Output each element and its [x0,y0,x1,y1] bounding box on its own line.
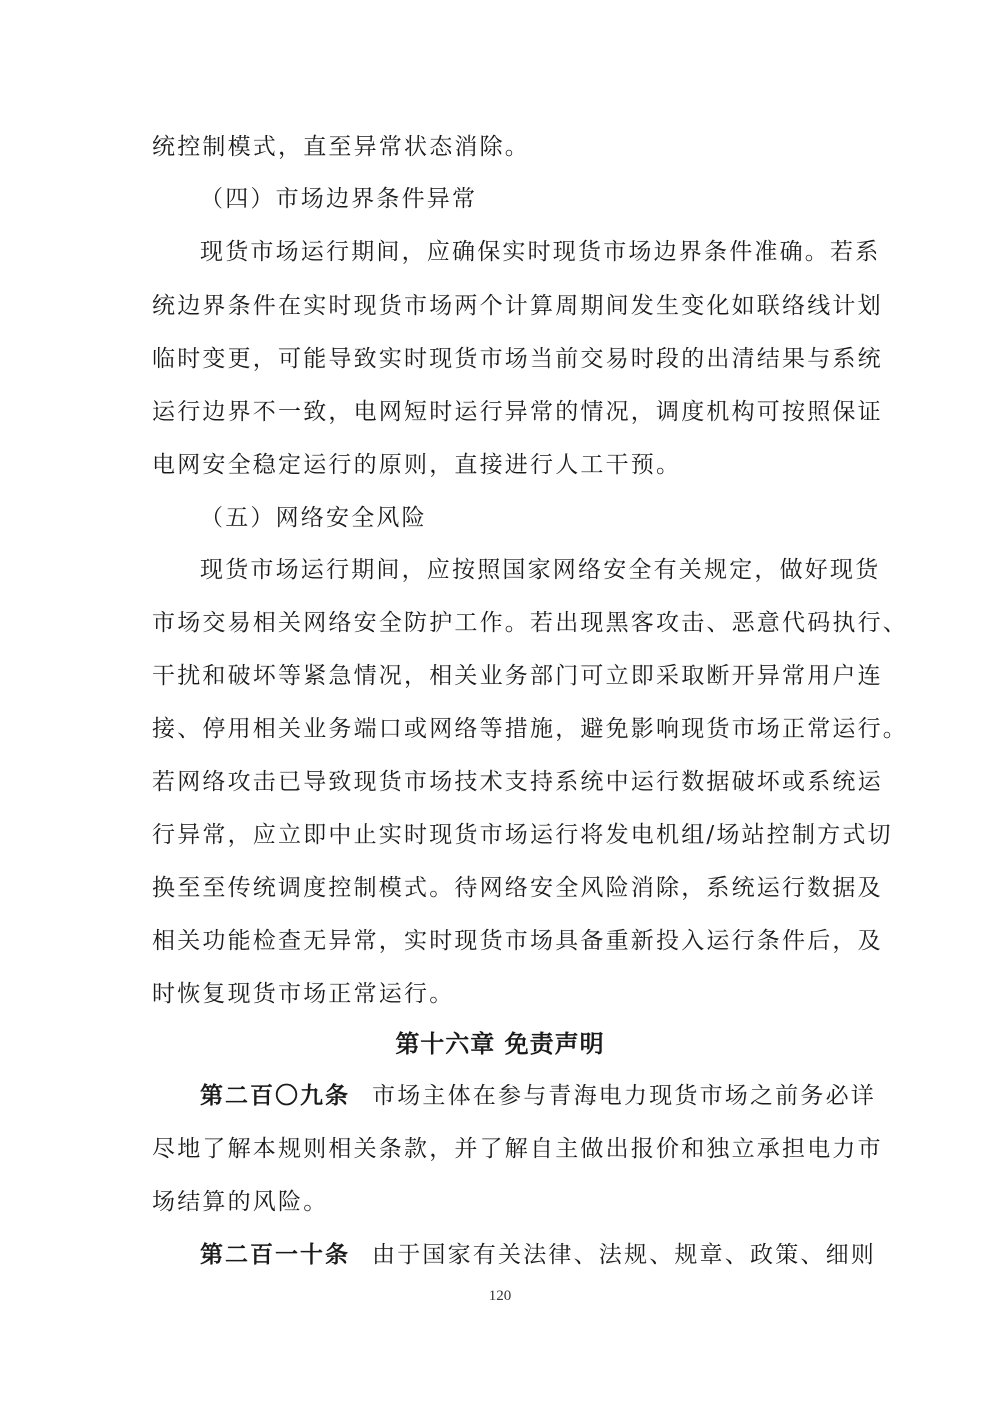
body-line: 统边界条件在实时现货市场两个计算周期间发生变化如联络线计划 [152,293,883,319]
body-line: 统控制模式，直至异常状态消除。 [152,134,530,160]
body-line: 尽地了解本规则相关条款，并了解自主做出报价和独立承担电力市 [152,1136,883,1162]
body-line: 接、停用相关业务端口或网络等措施，避免影响现货市场正常运行。 [152,716,908,742]
body-line: 现货市场运行期间，应确保实时现货市场边界条件准确。若系 [200,239,881,265]
article-text: 由于国家有关法律、法规、规章、政策、细则 [372,1242,876,1268]
body-line: 临时变更，可能导致实时现货市场当前交易时段的出清结果与系统 [152,346,883,372]
body-line: 换至至传统调度控制模式。待网络安全风险消除，系统运行数据及 [152,875,883,901]
body-line: 电网安全稳定运行的原则，直接进行人工干预。 [152,452,682,478]
page-number: 120 [488,1288,512,1304]
article-text: 市场主体在参与青海电力现货市场之前务必详 [372,1083,876,1109]
body-line: 场结算的风险。 [152,1189,329,1215]
article-label: 第二百一十条 [200,1242,350,1268]
article-209-line [200,1080,876,1112]
body-line: 行异常，应立即中止实时现货市场运行将发电机组/场站控制方式切 [152,822,893,848]
body-line: 相关功能检查无异常，实时现货市场具备重新投入运行条件后，及 [152,928,883,954]
article-210-line [200,1239,876,1271]
body-line: 若网络攻击已导致现货市场技术支持系统中运行数据破坏或系统运 [152,769,883,795]
article-label: 第二百〇九条 [200,1083,350,1109]
chapter-title: 第十六章 免责声明 [395,1030,605,1058]
body-line: 运行边界不一致，电网短时运行异常的情况，调度机构可按照保证 [152,399,883,425]
body-line: 市场交易相关网络安全防护工作。若出现黑客攻击、恶意代码执行、 [152,610,908,636]
body-line: 干扰和破坏等紧急情况，相关业务部门可立即采取断开异常用户连 [152,663,883,689]
section-heading: （五）网络安全风险 [200,505,427,531]
body-line: 时恢复现货市场正常运行。 [152,981,455,1007]
body-line: 现货市场运行期间，应按照国家网络安全有关规定，做好现货 [200,557,881,583]
section-heading: （四）市场边界条件异常 [200,186,478,212]
